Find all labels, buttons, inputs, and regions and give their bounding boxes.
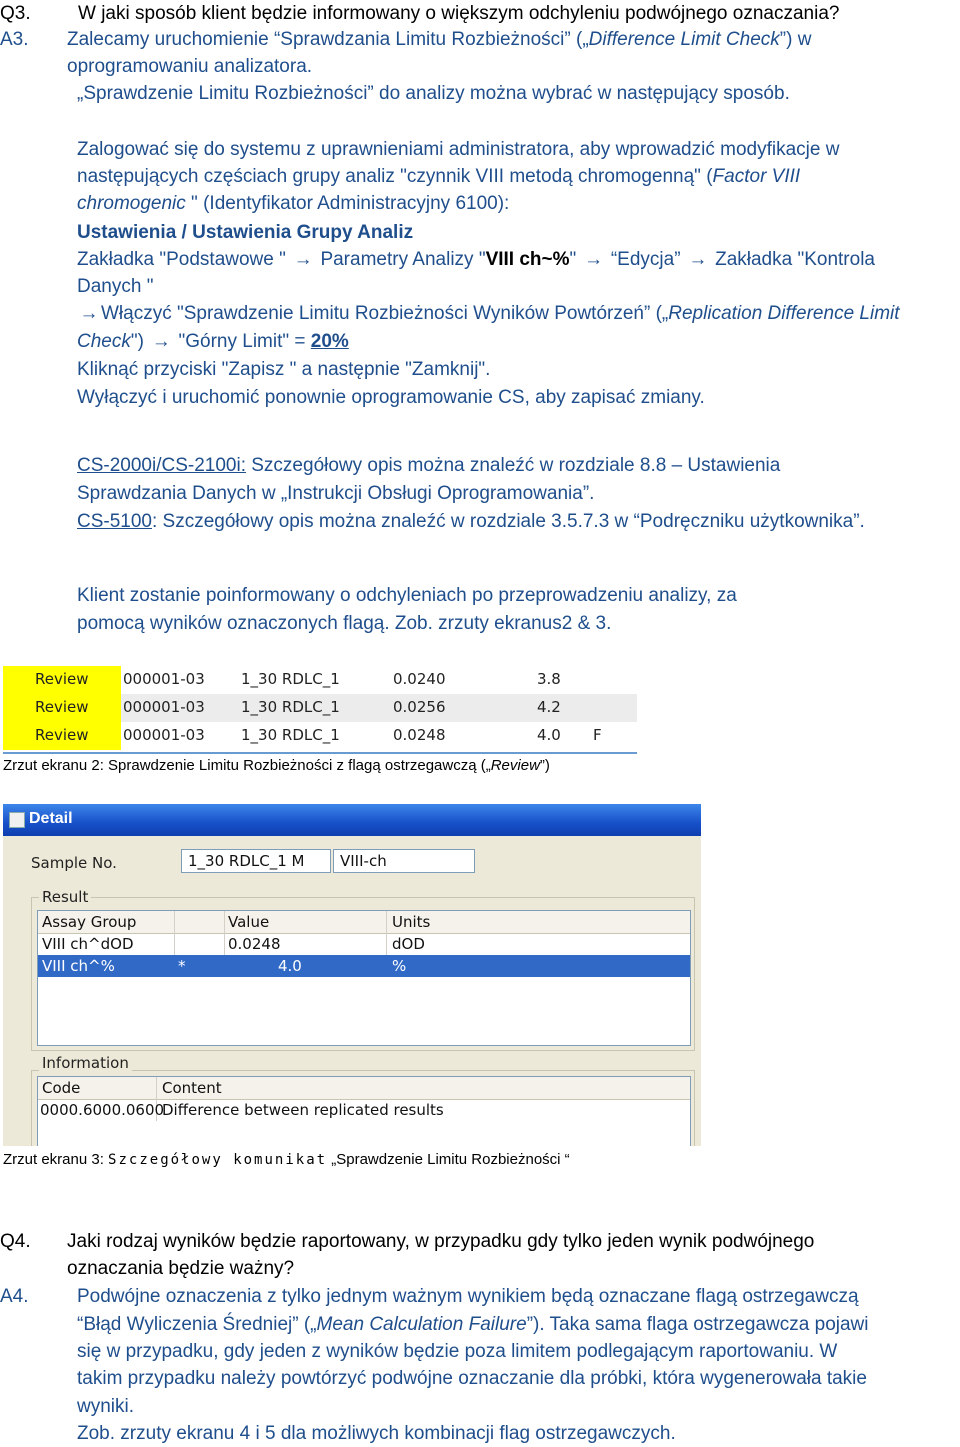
q3-question: W jaki sposób klient będzie informowany o większym odchyleniu podwójnego oznaczania?: [78, 3, 840, 24]
q4-line1: Jaki rodzaj wyników będzie raportowany, w przypadku gdy tylko jeden wynik podwójnego: [67, 1231, 815, 1252]
q3-label: Q3.: [0, 3, 31, 24]
screenshot-2-caption: Zrzut ekranu 2: Sprawdzenie Limitu Rozbieżności z flagą ostrzegawczą („Review”): [3, 757, 550, 774]
ref1-line1: CS-2000i/CS-2100i: Szczegółowy opis można znaleźć w rozdziale 8.8 – Ustawienia: [77, 455, 781, 476]
a3-line1: Zalecamy uruchomienie “Sprawdzania Limitu Rozbieżności” („Difference Limit Check”) w: [67, 29, 812, 50]
assay-cell: 1_30 RDLC_1: [241, 670, 340, 688]
arrow-icon: →: [688, 249, 708, 270]
enable-line2: Check") → "Górny Limit" = 20%: [77, 328, 349, 355]
result-group-label: Result: [39, 888, 91, 906]
restart-line: Wyłączyć i uruchomić ponownie oprogramowanie CS, aby zapisać zmiany.: [77, 387, 705, 408]
inform-line2: pomocą wyników oznaczonych flagą. Zob. zrzuty ekranus2 & 3.: [77, 613, 612, 634]
inform-line1: Klient zostanie poinformowany o odchyleniach po przeprowadzeniu analizy, za: [77, 585, 737, 606]
enable-line1: → Włączyć "Sprawdzenie Limitu Rozbieżności Wyników Powtórzeń” („Replication Difference Limit: [77, 300, 900, 327]
result-cell: 4.2: [537, 698, 561, 716]
assay-cell: 1_30 RDLC_1: [241, 698, 340, 716]
ref2-link[interactable]: CS-5100: [77, 511, 152, 532]
arrow-icon: →: [584, 249, 604, 270]
a3-line2: oprogramowaniu analizatora.: [67, 56, 313, 77]
column-header[interactable]: Assay Group: [42, 913, 137, 931]
tab-path-line: Zakładka "Podstawowe " → Parametry Analizy "VIII ch~%" → “Edycja” → Zakładka "Kontrola: [77, 246, 875, 273]
information-grid-header: [38, 1077, 690, 1100]
table-row[interactable]: [3, 666, 637, 694]
sample-cell: 000001-03: [123, 670, 205, 688]
units-cell: %: [392, 957, 407, 975]
a4-line3: się w przypadku, gdy jeden z wyników będzie poza limitem podlegającym raportowaniu. W: [77, 1341, 838, 1362]
ref1-link[interactable]: CS-2000i/CS-2100i:: [77, 455, 246, 476]
flag-cell: Review: [35, 670, 89, 688]
column-header[interactable]: Content: [162, 1079, 222, 1097]
screenshot-2-results-list: [3, 664, 637, 754]
result-grid-header: [38, 911, 690, 934]
a3-p1-line2: następujących częściach grupy analiz "czynnik VIII metodą chromogenną" (Factor VIII: [77, 166, 801, 187]
information-grid[interactable]: [37, 1076, 691, 1146]
a4-line1: Podwójne oznaczenia z tylko jednym ważnym wynikiem będą oznaczane flagą ostrzegawczą: [77, 1286, 859, 1307]
information-group-label: Information: [39, 1054, 132, 1072]
arrow-icon: →: [79, 303, 99, 324]
a3-line3: „Sprawdzenie Limitu Rozbieżności” do analizy można wybrać w następujący sposób.: [77, 83, 790, 104]
table-row[interactable]: [38, 1099, 690, 1121]
sample-cell: 000001-03: [123, 698, 205, 716]
screenshot-3-caption: Zrzut ekranu 3: Szczegółowy komunikat „Sprawdzenie Limitu Rozbieżności “: [3, 1151, 570, 1168]
flag-cell: Review: [35, 726, 89, 744]
q4-label: Q4.: [0, 1231, 31, 1252]
a3-p1-line1: Zalogować się do systemu z uprawnieniami administratora, aby wprowadzić modyfikacje w: [77, 139, 840, 160]
assay-field[interactable]: VIII-ch: [333, 849, 475, 873]
ref2-line: CS-5100: Szczegółowy opis można znaleźć w rozdziale 3.5.7.3 w “Podręczniku użytkownika”.: [77, 511, 865, 532]
content-cell: Difference between replicated results: [162, 1101, 444, 1119]
a3-label: A3.: [0, 29, 29, 50]
table-row-selected[interactable]: [38, 955, 690, 977]
table-row[interactable]: [3, 694, 637, 722]
units-cell: dOD: [392, 935, 425, 953]
value-cell: 0.0256: [393, 698, 446, 716]
upper-limit-value: 20%: [310, 331, 349, 352]
value-cell: 0.0248: [228, 935, 281, 953]
mark-cell: F: [593, 726, 602, 744]
sample-no-field[interactable]: 1_30 RDLC_1 M: [181, 849, 331, 873]
assay-group-cell: VIII ch^dOD: [42, 935, 134, 953]
q4-line2: oznaczania będzie ważny?: [67, 1258, 295, 1279]
a4-line4: takim przypadku należy powtórzyć podwójne oznaczanie dla próbki, która wygenerowała takie: [77, 1368, 867, 1389]
result-cell: 3.8: [537, 670, 561, 688]
a4-label: A4.: [0, 1286, 29, 1307]
value-cell: 4.0: [278, 957, 302, 975]
window-titlebar[interactable]: [3, 804, 701, 836]
sample-cell: 000001-03: [123, 726, 205, 744]
screenshot-3-detail-window: [3, 804, 701, 1146]
assay-cell: 1_30 RDLC_1: [241, 726, 340, 744]
value-cell: 0.0248: [393, 726, 446, 744]
window-icon: [9, 812, 25, 828]
arrow-icon: →: [293, 249, 313, 270]
assay-group-cell: VIII ch^%: [42, 957, 115, 975]
value-cell: 0.0240: [393, 670, 446, 688]
a3-p1-line3: chromogenic " (Identyfikator Administracyjny 6100):: [77, 193, 510, 214]
code-cell: 0000.6000.0600: [40, 1101, 165, 1119]
settings-path: Ustawienia / Ustawienia Grupy Analiz: [77, 222, 414, 243]
tab-path-line2: Danych ": [77, 276, 154, 297]
a4-line6: Zob. zrzuty ekranu 4 i 5 dla możliwych kombinacji flag ostrzegawczych.: [77, 1423, 676, 1444]
column-header[interactable]: Units: [392, 913, 431, 931]
result-cell: 4.0: [537, 726, 561, 744]
a4-line5: wyniki.: [77, 1396, 135, 1417]
table-row[interactable]: [3, 722, 637, 750]
arrow-icon: →: [151, 331, 171, 352]
window-title: Detail: [29, 810, 73, 827]
flag-cell: *: [178, 957, 186, 975]
result-grid[interactable]: [37, 910, 691, 1046]
column-header[interactable]: Value: [228, 913, 270, 931]
sample-no-label: Sample No.: [31, 854, 117, 872]
table-row[interactable]: [38, 933, 690, 955]
column-header[interactable]: Code: [42, 1079, 81, 1097]
a4-line2: “Błąd Wyliczenia Średniej” („Mean Calculation Failure”). Taka sama flaga ostrzegawcza pojawi: [77, 1314, 869, 1335]
flag-cell: Review: [35, 698, 89, 716]
click-line: Kliknąć przyciski "Zapisz " a następnie "Zamknij".: [77, 359, 491, 380]
ref1-line2: Sprawdzania Danych w „Instrukcji Obsługi Oprogramowania”.: [77, 483, 595, 504]
